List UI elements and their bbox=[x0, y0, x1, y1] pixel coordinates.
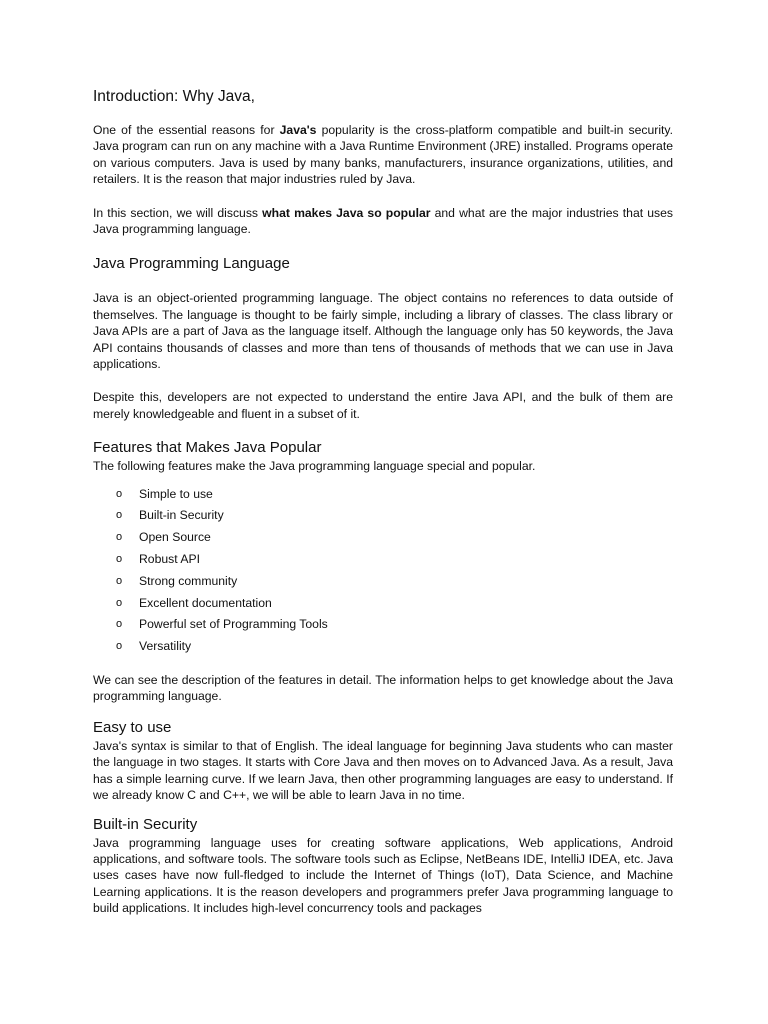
intro-p2-bold: what makes Java so popular bbox=[262, 205, 431, 220]
features-heading: Features that Makes Java Popular bbox=[93, 439, 322, 457]
intro-p1-bold: Java's bbox=[279, 123, 317, 137]
list-item-label: Excellent documentation bbox=[139, 595, 272, 610]
bullet-icon: o bbox=[116, 531, 123, 544]
bullet-icon: o bbox=[116, 509, 123, 522]
list-item-label: Strong community bbox=[139, 573, 238, 588]
bullet-icon: o bbox=[116, 640, 123, 653]
language-paragraph-1: Java is an object-oriented programming language. The object contains no references to data outside of themselves. The language is thought to be fairly simple, including a library of classes. The class library or Java APIs are a part of Java as the language itself. Although the language only has 50 keywords, the Java API contains thousands of classes and more than tens of thousands of methods that we can use in Java applications. bbox=[93, 291, 673, 372]
list-item-label: Built-in Security bbox=[139, 508, 224, 523]
bullet-icon: o bbox=[116, 574, 123, 587]
intro-heading: Introduction: Why Java, bbox=[93, 88, 255, 105]
easy-heading: Easy to use bbox=[93, 718, 172, 736]
list-item-label: Open Source bbox=[139, 530, 211, 545]
list-item bbox=[116, 527, 673, 549]
features-outro: We can see the description of the features in detail. The information helps to get knowledge about the Java programming language. bbox=[93, 673, 673, 704]
intro-paragraph-1 bbox=[93, 122, 673, 188]
bullet-icon: o bbox=[116, 487, 123, 500]
list-item bbox=[116, 549, 673, 571]
features-list bbox=[93, 484, 673, 658]
easy-paragraph: Java's syntax is similar to that of English. The ideal language for beginning Java students who can master the language in two stages. It starts with Core Java and then moves on to Advanced Java. As a result, Java has a simple learning curve. If we learn Java, then other programming languages are easy to understand. If we already know C and C++, we will be able to learn Java in no time. bbox=[93, 738, 673, 803]
security-paragraph: Java programming language uses for creating software applications, Web applications, Android applications, and software tools. The software tools such as Eclipse, NetBeans IDE, IntelliJ IDEA, etc. Java uses cases have now full-fledged to include the Internet of Things (IoT), Data Science, and Machine Learning applications. It is the reason developers and programmers prefer Java programming language to build applications. It includes high-level concurrency tools and packages bbox=[93, 835, 673, 916]
bullet-icon: o bbox=[116, 618, 123, 631]
list-item-label: Simple to use bbox=[139, 486, 213, 501]
intro-p1-text-a: One of the essential reasons for bbox=[93, 123, 280, 137]
intro-p2-text-a: In this section, we will discuss bbox=[93, 205, 263, 220]
intro-p2-text-b: and what are the major industries that uses Java programming language. bbox=[93, 205, 673, 237]
list-item-label: Versatility bbox=[139, 639, 192, 654]
list-item bbox=[116, 593, 673, 615]
bullet-icon: o bbox=[116, 596, 123, 609]
list-item bbox=[116, 484, 673, 506]
list-item bbox=[116, 614, 673, 636]
language-paragraph-2: Despite this, developers are not expected to understand the entire Java API, and the bulk of them are merely knowledgeable and fluent in a subset of it. bbox=[93, 390, 673, 421]
list-item-label: Robust API bbox=[139, 552, 200, 567]
list-item bbox=[116, 505, 673, 527]
bullet-icon: o bbox=[116, 553, 123, 566]
list-item bbox=[116, 636, 673, 658]
intro-paragraph-2 bbox=[93, 205, 673, 238]
features-intro: The following features make the Java programming language special and popular. bbox=[93, 459, 536, 474]
document-page bbox=[93, 86, 673, 917]
intro-p1-text-b: popularity is the cross-platform compatible and built-in security. Java program can run on any machine with a Java Runtime Environment (JRE) installed. Programs operate on various computers. Java is used by many banks, manufacturers, insurance organizations, utilities, and retailers. It is the reason that major industries ruled by Java. bbox=[93, 123, 673, 187]
list-item bbox=[116, 571, 673, 593]
list-item-label: Powerful set of Programming Tools bbox=[139, 617, 328, 632]
security-heading: Built-in Security bbox=[93, 815, 198, 833]
language-heading: Java Programming Language bbox=[93, 255, 290, 273]
